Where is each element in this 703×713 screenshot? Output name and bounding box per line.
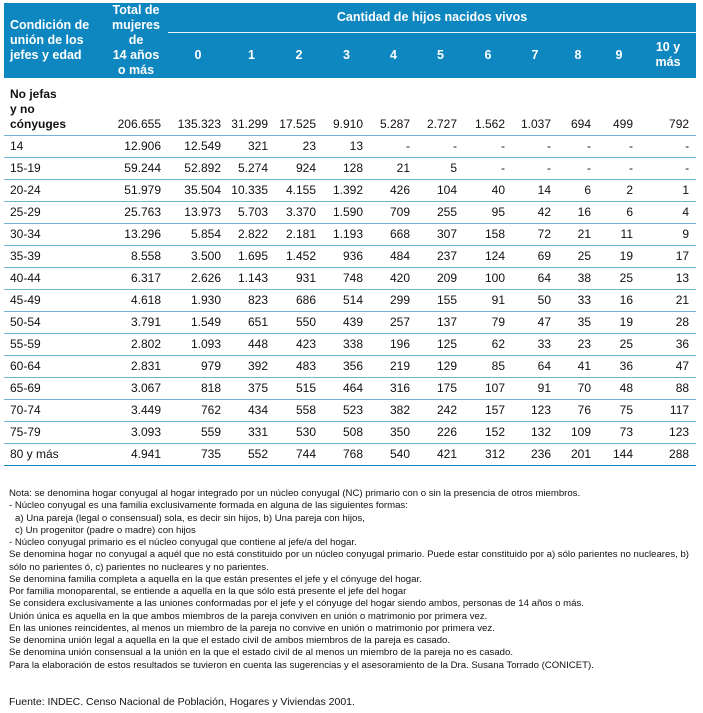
table-row (4, 334, 696, 356)
count-cell: 1.193 (323, 224, 370, 246)
count-cell: 768 (323, 444, 370, 466)
count-cell: 28 (640, 312, 696, 334)
count-cell: 1.695 (228, 246, 275, 268)
count-cell: 392 (228, 356, 275, 378)
footnote-line: Nota: se denomina hogar conyugal al hogar integrado por un núcleo conyugal (NC) primario con o sin la presencia de otros miembros. (9, 488, 581, 499)
count-cell: 823 (228, 290, 275, 312)
count-cell: 4.155 (275, 180, 323, 202)
row-header-label: Condición de unión de los jefes y edad (4, 3, 104, 78)
count-cell: 95 (464, 202, 512, 224)
count-cell: 137 (417, 312, 464, 334)
count-cell: 157 (464, 400, 512, 422)
count-cell: 5 (417, 158, 464, 180)
total-cell: 2.831 (104, 356, 168, 378)
count-cell: 209 (417, 268, 464, 290)
count-cell: 132 (512, 422, 558, 444)
total-cell: 3.067 (104, 378, 168, 400)
count-cell: 100 (464, 268, 512, 290)
count-cell: 175 (417, 378, 464, 400)
count-cell: 16 (598, 290, 640, 312)
row-label: 75-79 (4, 422, 104, 444)
count-cell: 25 (598, 334, 640, 356)
count-cell: 76 (558, 400, 598, 422)
column-header-1: 1 (228, 32, 275, 78)
count-cell: 17 (640, 246, 696, 268)
count-cell: 421 (417, 444, 464, 466)
count-cell: 686 (275, 290, 323, 312)
total-cell: 3.791 (104, 312, 168, 334)
count-cell: - (640, 136, 696, 158)
count-cell: 52.892 (168, 158, 228, 180)
count-cell: 128 (323, 158, 370, 180)
footnote-line: - Núcleo conyugal primario es el núcleo conyugal que contiene al jefe/a del hogar. (9, 537, 357, 548)
count-cell: 2.727 (417, 78, 464, 136)
count-cell: 48 (598, 378, 640, 400)
count-cell: 288 (640, 444, 696, 466)
row-label: 40-44 (4, 268, 104, 290)
count-cell: 515 (275, 378, 323, 400)
row-label: 35-39 (4, 246, 104, 268)
count-cell: 47 (512, 312, 558, 334)
count-cell: 16 (558, 202, 598, 224)
column-header-5: 5 (417, 32, 464, 78)
count-cell: 11 (598, 224, 640, 246)
footnote-line: c) Un progenitor (padre o madre) con hijos (15, 524, 196, 536)
count-cell: 530 (275, 422, 323, 444)
count-cell: 382 (370, 400, 417, 422)
count-cell: 762 (168, 400, 228, 422)
count-cell: 123 (640, 422, 696, 444)
count-cell: 748 (323, 268, 370, 290)
count-cell: 6 (558, 180, 598, 202)
count-cell: 1.093 (168, 334, 228, 356)
count-cell: 135.323 (168, 78, 228, 136)
total-cell: 25.763 (104, 202, 168, 224)
column-header-8: 8 (558, 32, 598, 78)
count-cell: 79 (464, 312, 512, 334)
table-row (4, 224, 696, 246)
count-cell: 40 (464, 180, 512, 202)
count-cell: 540 (370, 444, 417, 466)
count-cell: 316 (370, 378, 417, 400)
column-header-6: 6 (464, 32, 512, 78)
count-cell: 499 (598, 78, 640, 136)
data-table (4, 3, 696, 466)
table-row (4, 290, 696, 312)
row-label: 60-64 (4, 356, 104, 378)
count-cell: 483 (275, 356, 323, 378)
row-label: 70-74 (4, 400, 104, 422)
footnote-line: Se denomina familia completa a aquella en la que están presentes el jefe y el cónyuge del hogar. (9, 573, 422, 585)
count-cell: 124 (464, 246, 512, 268)
count-cell: - (598, 158, 640, 180)
count-cell: 19 (598, 246, 640, 268)
count-cell: 33 (512, 334, 558, 356)
count-cell: 2 (598, 180, 640, 202)
row-label: 55-59 (4, 334, 104, 356)
count-cell: 1.549 (168, 312, 228, 334)
count-cell: 1.143 (228, 268, 275, 290)
count-cell: 668 (370, 224, 417, 246)
count-cell: 735 (168, 444, 228, 466)
footnote-line: En las uniones reincidentes, al menos un miembro de la pareja no convive en unión o matrimonio por primera vez. (9, 622, 495, 634)
count-cell: 1.392 (323, 180, 370, 202)
count-cell: 312 (464, 444, 512, 466)
count-cell: 299 (370, 290, 417, 312)
count-cell: 10.335 (228, 180, 275, 202)
count-cell: 38 (558, 268, 598, 290)
row-label: 15-19 (4, 158, 104, 180)
count-cell: 550 (275, 312, 323, 334)
count-cell: 331 (228, 422, 275, 444)
count-cell: - (640, 158, 696, 180)
total-column-header: Total de mujeres de 14 años o más (104, 3, 168, 78)
count-cell: 236 (512, 444, 558, 466)
footnote-line: Se denomina unión consensual a la unión en la que el estado civil de al menos un miembro de la pareja no es casado. (9, 647, 513, 659)
count-cell: - (464, 158, 512, 180)
count-cell: - (558, 136, 598, 158)
count-cell: 2.822 (228, 224, 275, 246)
count-cell: 64 (512, 356, 558, 378)
count-cell: 423 (275, 334, 323, 356)
count-cell: 125 (417, 334, 464, 356)
row-label: 65-69 (4, 378, 104, 400)
count-cell: 36 (598, 356, 640, 378)
count-cell: 420 (370, 268, 417, 290)
count-cell: 21 (558, 224, 598, 246)
count-cell: - (417, 136, 464, 158)
total-cell: 3.093 (104, 422, 168, 444)
count-cell: 12.549 (168, 136, 228, 158)
footnote-line: Se denomina hogar no conyugal a aquél que no está constituido por un núcleo conyugal primario. Puede estar constituido por a) sólo parientes no nucleares, b) (9, 549, 689, 561)
count-cell: 19 (598, 312, 640, 334)
count-cell: 42 (512, 202, 558, 224)
count-cell: 709 (370, 202, 417, 224)
count-cell: 439 (323, 312, 370, 334)
total-cell: 6.317 (104, 268, 168, 290)
count-cell: 91 (464, 290, 512, 312)
count-cell: 448 (228, 334, 275, 356)
table-row (4, 356, 696, 378)
count-cell: 9.910 (323, 78, 370, 136)
row-label: 14 (4, 136, 104, 158)
count-cell: 1.452 (275, 246, 323, 268)
total-cell: 4.618 (104, 290, 168, 312)
table-row (4, 180, 696, 202)
count-cell: 21 (370, 158, 417, 180)
count-cell: 307 (417, 224, 464, 246)
count-cell: 73 (598, 422, 640, 444)
footnotes (9, 488, 697, 672)
footnote-line: a) Una pareja (legal o consensual) sola, es decir sin hijos, b) Una pareja con hijos, (15, 512, 365, 524)
row-label: 50-54 (4, 312, 104, 334)
count-cell: 2.626 (168, 268, 228, 290)
count-cell: 17.525 (275, 78, 323, 136)
count-cell: 1.562 (464, 78, 512, 136)
table-row (4, 422, 696, 444)
table-row (4, 378, 696, 400)
count-cell: 1.037 (512, 78, 558, 136)
count-cell: 6 (598, 202, 640, 224)
count-cell: 35.504 (168, 180, 228, 202)
table-row (4, 400, 696, 422)
count-cell: 14 (512, 180, 558, 202)
row-label: 80 y más (4, 444, 104, 466)
count-cell: 36 (640, 334, 696, 356)
total-cell: 8.558 (104, 246, 168, 268)
count-cell: 237 (417, 246, 464, 268)
count-cell: 64 (512, 268, 558, 290)
column-header-9: 9 (598, 32, 640, 78)
count-cell: 201 (558, 444, 598, 466)
column-header-10-plus: 10 y más (640, 32, 696, 78)
count-cell: 107 (464, 378, 512, 400)
count-cell: 694 (558, 78, 598, 136)
count-cell: 21 (640, 290, 696, 312)
count-cell: 1.930 (168, 290, 228, 312)
footnote-line: Para la elaboración de estos resultados se tuvieron en cuenta las sugerencias y el asesoramiento de la Dra. Susana Torrado (CONICET). (9, 659, 594, 671)
count-cell: 9 (640, 224, 696, 246)
footnote-line: Unión única es aquella en la que ambos miembros de la pareja conviven en unión o matrimonio por primera vez. (9, 610, 488, 622)
footnote-line: sólo no parientes ó, c) parientes no nucleares y no parientes. (9, 561, 269, 573)
row-label: 30-34 (4, 224, 104, 246)
count-cell: 69 (512, 246, 558, 268)
count-cell: 31.299 (228, 78, 275, 136)
total-cell: 4.941 (104, 444, 168, 466)
count-cell: - (464, 136, 512, 158)
count-cell: 426 (370, 180, 417, 202)
count-cell: 226 (417, 422, 464, 444)
count-cell: 144 (598, 444, 640, 466)
count-cell: 744 (275, 444, 323, 466)
count-cell: 41 (558, 356, 598, 378)
count-cell: 35 (558, 312, 598, 334)
row-label: 25-29 (4, 202, 104, 224)
total-cell: 3.449 (104, 400, 168, 422)
count-cell: 33 (558, 290, 598, 312)
count-cell: 13.973 (168, 202, 228, 224)
footnote-line: Por familia monoparental, se entiende a aquella en la que sólo está presente el jefe del hogar (9, 586, 407, 597)
count-cell: 375 (228, 378, 275, 400)
count-cell: 129 (417, 356, 464, 378)
table-header (4, 3, 696, 78)
table-row (4, 312, 696, 334)
total-cell: 12.906 (104, 136, 168, 158)
column-header-3: 3 (323, 32, 370, 78)
count-cell: 558 (275, 400, 323, 422)
count-cell: 72 (512, 224, 558, 246)
count-cell: 321 (228, 136, 275, 158)
count-cell: 25 (598, 268, 640, 290)
count-cell: 3.370 (275, 202, 323, 224)
footnote-line: - Núcleo conyugal es una familia exclusivamente formada en alguna de las siguientes formas: (9, 500, 408, 512)
children-group-header: Cantidad de hijos nacidos vivos (168, 3, 696, 32)
table-row (4, 78, 696, 136)
count-cell: 434 (228, 400, 275, 422)
count-cell: 50 (512, 290, 558, 312)
total-cell: 13.296 (104, 224, 168, 246)
count-cell: 104 (417, 180, 464, 202)
count-cell: - (598, 136, 640, 158)
count-cell: 62 (464, 334, 512, 356)
count-cell: 88 (640, 378, 696, 400)
count-cell: - (370, 136, 417, 158)
count-cell: 5.854 (168, 224, 228, 246)
count-cell: 5.703 (228, 202, 275, 224)
count-cell: 931 (275, 268, 323, 290)
column-header-0: 0 (168, 32, 228, 78)
count-cell: 651 (228, 312, 275, 334)
count-cell: 508 (323, 422, 370, 444)
count-cell: 523 (323, 400, 370, 422)
table-row (4, 444, 696, 466)
total-cell: 206.655 (104, 78, 168, 136)
table-row (4, 202, 696, 224)
count-cell: 219 (370, 356, 417, 378)
count-cell: 3.500 (168, 246, 228, 268)
count-cell: - (512, 158, 558, 180)
count-cell: 109 (558, 422, 598, 444)
total-cell: 59.244 (104, 158, 168, 180)
count-cell: 70 (558, 378, 598, 400)
column-header-4: 4 (370, 32, 417, 78)
count-cell: 152 (464, 422, 512, 444)
count-cell: 979 (168, 356, 228, 378)
row-label: No jefas y no cónyuges (4, 78, 104, 136)
table-row (4, 246, 696, 268)
count-cell: 484 (370, 246, 417, 268)
column-header-7: 7 (512, 32, 558, 78)
count-cell: 13 (323, 136, 370, 158)
count-cell: 242 (417, 400, 464, 422)
row-label: 45-49 (4, 290, 104, 312)
count-cell: 356 (323, 356, 370, 378)
count-cell: 1.590 (323, 202, 370, 224)
table-row (4, 268, 696, 290)
count-cell: 818 (168, 378, 228, 400)
count-cell: 4 (640, 202, 696, 224)
count-cell: 792 (640, 78, 696, 136)
count-cell: 338 (323, 334, 370, 356)
footnote-line: Se considera exclusivamente a las uniones conformadas por el jefe y el cónyuge del hogar siendo ambos, personas de 14 años o más. (9, 598, 584, 610)
count-cell: 23 (275, 136, 323, 158)
count-cell: 924 (275, 158, 323, 180)
column-header-2: 2 (275, 32, 323, 78)
count-cell: 257 (370, 312, 417, 334)
count-cell: 155 (417, 290, 464, 312)
total-cell: 51.979 (104, 180, 168, 202)
count-cell: 75 (598, 400, 640, 422)
table-row (4, 136, 696, 158)
count-cell: 552 (228, 444, 275, 466)
count-cell: 2.181 (275, 224, 323, 246)
count-cell: 25 (558, 246, 598, 268)
count-cell: - (512, 136, 558, 158)
table-row (4, 158, 696, 180)
count-cell: 13 (640, 268, 696, 290)
count-cell: - (558, 158, 598, 180)
count-cell: 350 (370, 422, 417, 444)
count-cell: 85 (464, 356, 512, 378)
table-body (4, 78, 696, 466)
count-cell: 47 (640, 356, 696, 378)
count-cell: 91 (512, 378, 558, 400)
count-cell: 514 (323, 290, 370, 312)
count-cell: 117 (640, 400, 696, 422)
source-line: Fuente: INDEC. Censo Nacional de Población, Hogares y Viviendas 2001. (9, 696, 355, 708)
row-label: 20-24 (4, 180, 104, 202)
count-cell: 158 (464, 224, 512, 246)
count-cell: 559 (168, 422, 228, 444)
count-cell: 464 (323, 378, 370, 400)
count-cell: 936 (323, 246, 370, 268)
count-cell: 23 (558, 334, 598, 356)
count-cell: 196 (370, 334, 417, 356)
count-cell: 1 (640, 180, 696, 202)
count-cell: 255 (417, 202, 464, 224)
count-cell: 123 (512, 400, 558, 422)
footnote-line: Se denomina unión legal a aquella en la que el estado civil de ambos miembros de la pareja es casado. (9, 635, 451, 646)
total-cell: 2.802 (104, 334, 168, 356)
count-cell: 5.274 (228, 158, 275, 180)
count-cell: 5.287 (370, 78, 417, 136)
